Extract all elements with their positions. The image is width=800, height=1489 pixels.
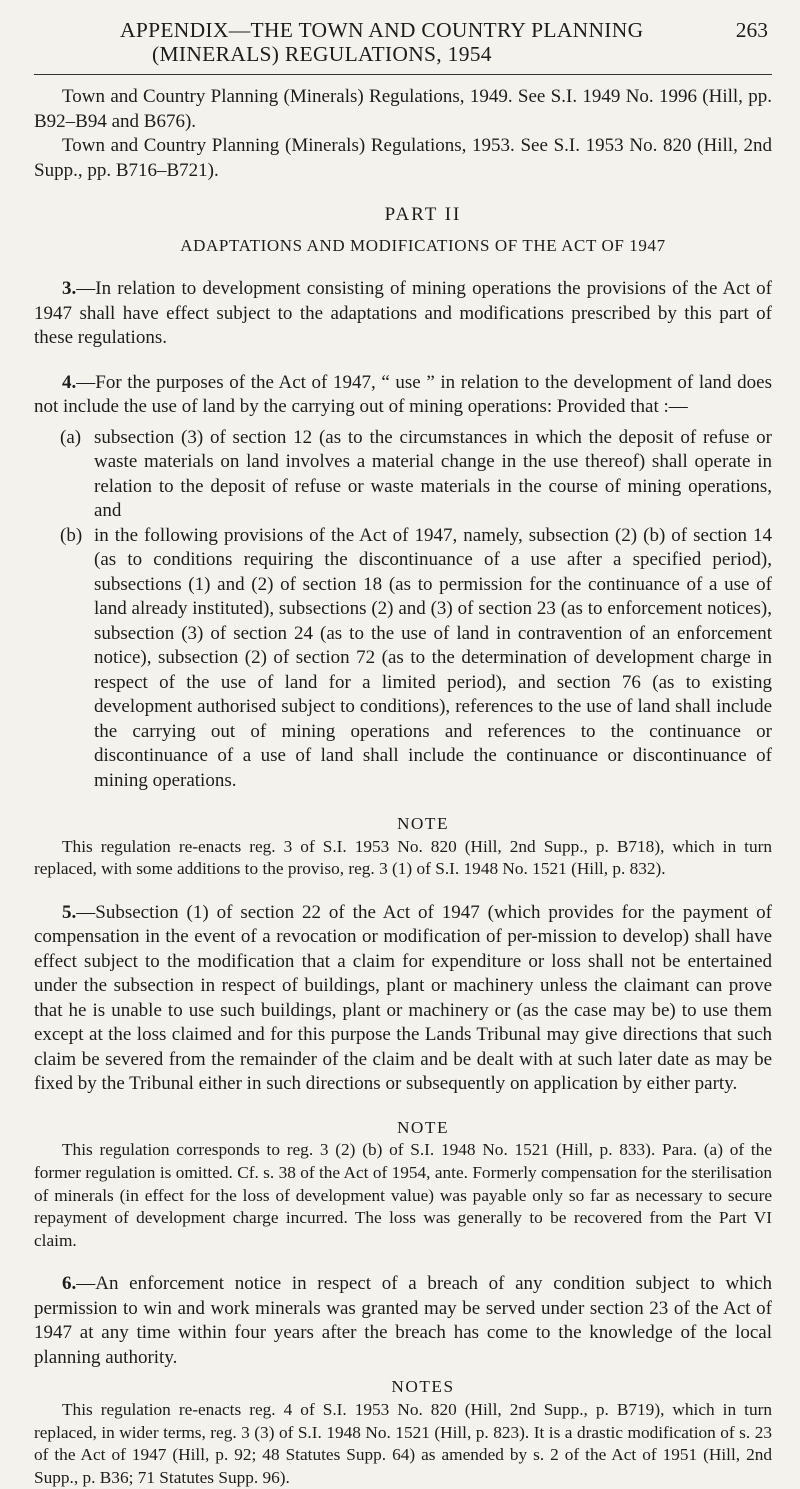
regulation-4-number: 4. — [62, 371, 77, 393]
running-header — [34, 18, 772, 66]
note-regulation-4 — [34, 813, 772, 881]
notes-text: This regulation re-enacts reg. 4 of S.I. 1953 No. 820 (Hill, 2nd Supp., p. B719), which in turn replaced, in wider terms, reg. 3 (3) of S.I. 1948 No. 1521 (Hill, p. 823). It is a drastic modification of s. 23 of the Act of 1947 (Hill, p. 92; 48 Statutes Supp. 64) as amended by s. 2 of the Act of 1951 (Hill, 2nd Supp., p. B36; 71 Statutes Supp. 96). — [34, 1399, 772, 1487]
part-title: PART II — [384, 204, 462, 225]
header-title-line2: (MINERALS) REGULATIONS, 1954 — [152, 42, 492, 66]
notes-heading: NOTES — [391, 1377, 455, 1397]
proviso-a-text: subsection (3) of section 12 (as to the circumstances in which the deposit of refuse or waste materials on land involves a material change in the use thereof) shall operate in relation to the deposit of refuse or waste materials in the course of mining operations, and — [94, 426, 772, 521]
note-regulation-5 — [34, 1117, 772, 1253]
proviso-b-text: in the following provisions of the Act of 1947, namely, subsection (2) (b) of section 14 (as to conditions requiring the discontinuance of a use after a specified period), subsections (1) and (2) of section 18 (as to permission for the continuance of a use of land already instituted), subsections (2) and (3) of section 23 (as to enforcement notices), subsection (3) of section 24 (as to the use of land in contravention of an enforcement notice), subsection (2) of section 72 (as to the determination of development charge in respect of the use of land for a limited period), and section 76 (as to existing development authorised subject to conditions), references to the use of land shall include the carrying out of mining operations and references to the continuance or discontinuance of a use of land shall include the continuance or discontinuance of mining operations. — [94, 524, 772, 791]
document-page — [34, 18, 772, 1489]
proviso-a — [34, 426, 772, 524]
note-text: This regulation corresponds to reg. 3 (2) (b) of S.I. 1948 No. 1521 (Hill, p. 833). Para. (a) of the former regulation is omitted. Cf. s. 38 of the Act of 1954, ante. Formerly compensation for the sterilisation of minerals (in effect for the loss of development value) was payable only so far as necessary to secure repayment of development charge incurred. The loss was generally to be recovered from the Part VI claim. — [34, 1140, 772, 1250]
page-number: 263 — [735, 18, 768, 42]
regulation-3 — [34, 277, 772, 351]
regulation-3-number: 3. — [62, 278, 77, 299]
notes-regulation-6 — [34, 1376, 772, 1489]
intro-paragraph-1949: Town and Country Planning (Minerals) Regulations, 1949. See S.I. 1949 No. 1996 (Hill, pp. B92–B94 and B676). — [34, 86, 772, 132]
regulation-4 — [34, 371, 772, 420]
regulation-6-text: —An enforcement notice in respect of a breach of any condition subject to which permission to win and work minerals was granted may be served under section 23 of the Act of 1947 at any time within four years after the breach has come to the knowledge of the local planning authority. — [34, 1273, 772, 1368]
regulation-6 — [34, 1272, 772, 1370]
note-heading: NOTE — [396, 814, 450, 833]
proviso-b-label: (b) — [60, 524, 83, 546]
regulation-4-text: —For the purposes of the Act of 1947, “ use ” in relation to the development of land does not include the use of land by the carrying out of mining operations: Provided that :— — [34, 371, 772, 417]
header-rule — [34, 74, 772, 75]
regulation-6-number: 6. — [62, 1273, 77, 1295]
header-title-line1: APPENDIX—THE TOWN AND COUNTRY PLANNING — [120, 18, 644, 42]
intro-paragraph-1953: Town and Country Planning (Minerals) Regulations, 1953. See S.I. 1953 No. 820 (Hill, 2nd Supp., pp. B716–B721). — [34, 135, 772, 181]
regulation-5-number: 5. — [62, 901, 77, 923]
regulation-5-text: —Subsection (1) of section 22 of the Act of 1947 (which provides for the payment of compensation in the event of a revocation or modification of per-mission to develop) shall have effect subject to the modification that a claim for expenditure or loss shall not be entertained under the subsection in respect of buildings, plant or machinery unless the claimant can prove that he is unable to use such buildings, plant or machinery or (as the case may be) to use them except at the loss claimed and for this purpose the Lands Tribunal may give directions that such claim be severed from the remainder of the claim and be dealt with at such later date as may be fixed by the Tribunal either in such directions or subsequently on application by either party. — [34, 901, 772, 1095]
proviso-a-label: (a) — [60, 426, 82, 448]
part-subtitle: ADAPTATIONS AND MODIFICATIONS OF THE ACT OF 1947 — [180, 236, 666, 255]
regulation-5 — [34, 901, 772, 1097]
note-heading: NOTE — [396, 1117, 450, 1137]
regulation-3-text: —In relation to development consisting of mining operations the provisions of the Act of 1947 shall have effect subject to the adaptations and modifications prescribed by this part of these regulations. — [34, 278, 772, 348]
proviso-b — [34, 524, 772, 794]
note-text: This regulation re-enacts reg. 3 of S.I. 1953 No. 820 (Hill, 2nd Supp., p. B718), which in turn replaced, with some additions to the proviso, reg. 3 (1) of S.I. 1948 No. 1521 (Hill, p. 832). — [34, 836, 772, 879]
regulation-4-provisos — [34, 426, 772, 794]
